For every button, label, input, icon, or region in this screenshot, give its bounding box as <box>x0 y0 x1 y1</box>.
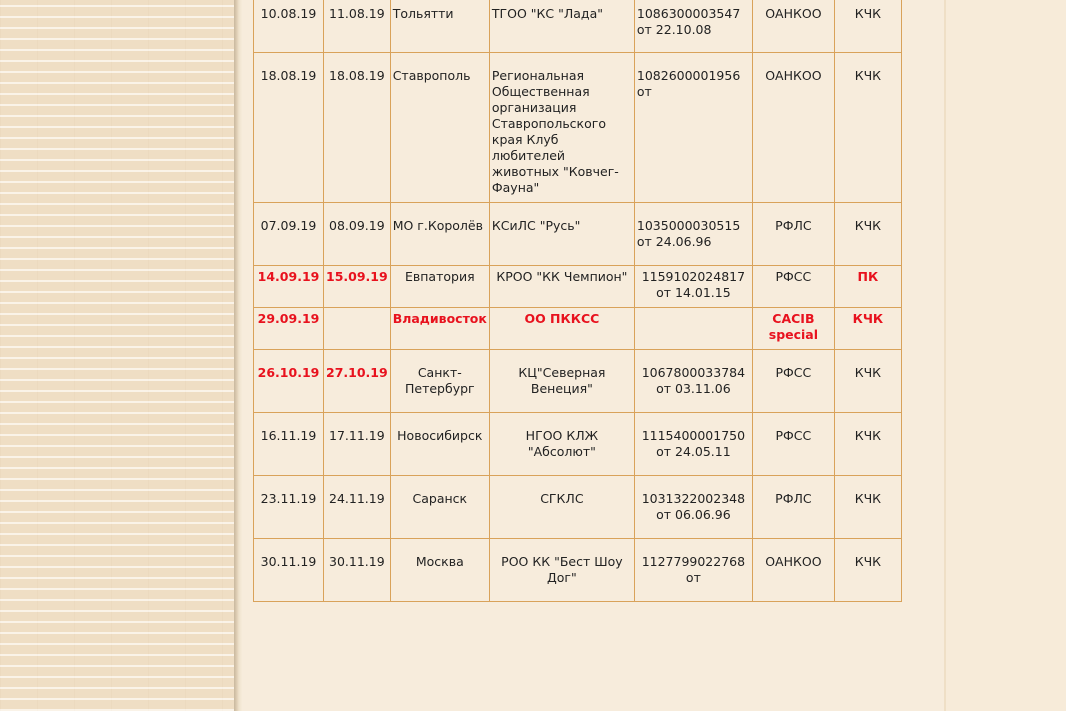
rank-cell: КЧК <box>834 53 901 203</box>
rank-cell: КЧК <box>834 308 901 350</box>
end-date-cell: 11.08.19 <box>324 0 391 53</box>
start-date-cell: 16.11.19 <box>254 413 324 476</box>
rank-cell: ПК <box>834 266 901 308</box>
start-date-cell: 26.10.19 <box>254 350 324 413</box>
city-cell: Владивосток <box>390 308 489 350</box>
end-date-cell: 30.11.19 <box>324 539 391 602</box>
start-date-cell: 10.08.19 <box>254 0 324 53</box>
registration-cell: 1067800033784 от 03.11.06 <box>634 350 752 413</box>
federation-cell: ОАНКОО <box>752 53 834 203</box>
federation-cell: РФСС <box>752 350 834 413</box>
rank-cell: КЧК <box>834 476 901 539</box>
organization-cell: Региональная Общественная организация Ставропольского края Клуб любителей животных "Ковчег-Фауна" <box>489 53 634 203</box>
registration-cell: 1031322002348 от 06.06.96 <box>634 476 752 539</box>
organization-cell: СГКЛС <box>489 476 634 539</box>
city-cell: Санкт-Петербург <box>390 350 489 413</box>
organization-cell: ОО ПККСС <box>489 308 634 350</box>
table-row <box>254 350 902 413</box>
registration-cell: 1159102024817 от 14.01.15 <box>634 266 752 308</box>
registration-cell: 1086300003547 от 22.10.08 <box>634 0 752 53</box>
end-date-cell: 24.11.19 <box>324 476 391 539</box>
right-background <box>946 0 1066 711</box>
city-cell: Ставрополь <box>390 53 489 203</box>
start-date-cell: 07.09.19 <box>254 203 324 266</box>
city-cell: Евпатория <box>390 266 489 308</box>
left-divider-shadow <box>234 0 242 711</box>
federation-cell: РФСС <box>752 413 834 476</box>
city-cell: МО г.Королёв <box>390 203 489 266</box>
rank-cell: КЧК <box>834 0 901 53</box>
rank-cell: КЧК <box>834 203 901 266</box>
left-texture-background <box>0 0 234 711</box>
start-date-cell: 14.09.19 <box>254 266 324 308</box>
city-cell: Тольятти <box>390 0 489 53</box>
end-date-cell: 18.08.19 <box>324 53 391 203</box>
registration-cell: 1082600001956 от <box>634 53 752 203</box>
rank-cell: КЧК <box>834 350 901 413</box>
end-date-cell <box>324 308 391 350</box>
table-row <box>254 0 902 53</box>
end-date-cell: 27.10.19 <box>324 350 391 413</box>
table-row <box>254 413 902 476</box>
table-row <box>254 476 902 539</box>
registration-cell: 1035000030515 от 24.06.96 <box>634 203 752 266</box>
federation-cell: РФЛС <box>752 476 834 539</box>
registration-cell <box>634 308 752 350</box>
end-date-cell: 15.09.19 <box>324 266 391 308</box>
table-row <box>254 266 902 308</box>
organization-cell: НГОО КЛЖ "Абсолют" <box>489 413 634 476</box>
table-row <box>254 539 902 602</box>
organization-cell: РОО КК "Бест Шоу Дог" <box>489 539 634 602</box>
table-row <box>254 53 902 203</box>
federation-cell: ОАНКОО <box>752 0 834 53</box>
table-row <box>254 203 902 266</box>
organization-cell: КЦ"Северная Венеция" <box>489 350 634 413</box>
rank-cell: КЧК <box>834 539 901 602</box>
city-cell: Москва <box>390 539 489 602</box>
federation-cell: CACIB special <box>752 308 834 350</box>
table-row <box>254 308 902 350</box>
end-date-cell: 17.11.19 <box>324 413 391 476</box>
start-date-cell: 30.11.19 <box>254 539 324 602</box>
registration-cell: 1127799022768 от <box>634 539 752 602</box>
start-date-cell: 18.08.19 <box>254 53 324 203</box>
events-table <box>253 0 902 602</box>
organization-cell: КРОО "КК Чемпион" <box>489 266 634 308</box>
federation-cell: РФЛС <box>752 203 834 266</box>
federation-cell: ОАНКОО <box>752 539 834 602</box>
federation-cell: РФСС <box>752 266 834 308</box>
organization-cell: ТГОО "КС "Лада" <box>489 0 634 53</box>
rank-cell: КЧК <box>834 413 901 476</box>
start-date-cell: 29.09.19 <box>254 308 324 350</box>
start-date-cell: 23.11.19 <box>254 476 324 539</box>
organization-cell: КСиЛС "Русь" <box>489 203 634 266</box>
registration-cell: 1115400001750 от 24.05.11 <box>634 413 752 476</box>
city-cell: Саранск <box>390 476 489 539</box>
end-date-cell: 08.09.19 <box>324 203 391 266</box>
city-cell: Новосибирск <box>390 413 489 476</box>
